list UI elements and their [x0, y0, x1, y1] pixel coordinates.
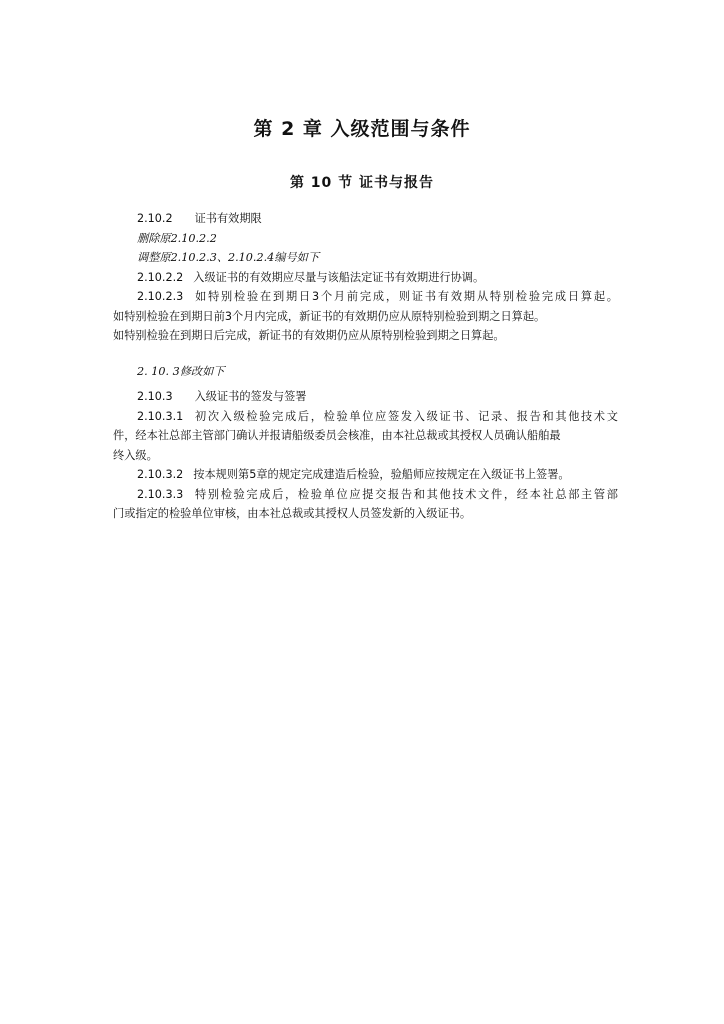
clause-2-10-2-3-line-3: 如特别检验在到期日后完成，新证书的有效期仍应从原特别检验到期之日算起。 — [113, 329, 505, 342]
clause-title: 证书有效期限 — [194, 212, 262, 225]
clause-text: 按本规则第5章的规定完成建造后检验，验船师应按规定在入级证书上签署。 — [193, 468, 570, 481]
clause-2-10-3-heading — [113, 387, 618, 407]
clause-2-10-2-3-line-2: 如特别检验在到期日前3个月内完成，新证书的有效期仍应从原特别检验到期之日算起。 — [113, 309, 546, 323]
clause-text: 如特别检验在到期日3个月前完成，则证书有效期从特别检验完成日算起。 — [193, 290, 618, 303]
clause-2-10-3-3-line-1 — [113, 485, 618, 505]
clause-number: 2.10.3.1 — [137, 409, 184, 423]
clause-2-10-3-1-line-3: 终入级。 — [113, 448, 158, 462]
note-delete: 删除原2.10.2.2 — [137, 231, 217, 245]
clause-2-10-2-heading — [113, 209, 618, 229]
clause-2-10-3-1-line-2: 件，经本社总部主管部门确认并报请船级委员会核准，由本社总裁或其授权人员确认船舶最 — [113, 429, 561, 442]
section-title: 第 10 节 证书与报告 — [289, 175, 435, 191]
document-body — [113, 209, 618, 524]
clause-number: 2.10.3.2 — [137, 468, 184, 481]
clause-number: 2.10.2.3 — [137, 290, 184, 303]
clause-number: 2.10.2.2 — [137, 270, 184, 284]
clause-text: 入级证书的有效期应尽量与该船法定证书有效期进行协调。 — [193, 270, 485, 284]
chapter-title: 第 2 章 入级范围与条件 — [253, 118, 471, 140]
clause-text: 初次入级检验完成后，检验单位应签发入级证书、记录、报告和其他技术文 — [193, 409, 618, 423]
clause-number: 2.10.3 — [137, 390, 173, 403]
clause-text: 特别检验完成后，检验单位应提交报告和其他技术文件，经本社总部主管部 — [193, 487, 618, 501]
clause-title: 入级证书的签发与签署 — [194, 390, 307, 403]
clause-2-10-3-2 — [113, 465, 618, 485]
clause-2-10-2-3-line-1 — [113, 287, 618, 307]
clause-number: 2.10.2 — [137, 212, 173, 225]
clause-number: 2.10.3.3 — [137, 487, 184, 501]
note-2-10-3: 2. 10. 3修改如下 — [137, 364, 225, 378]
note-renumber: 调整原2.10.2.3、2.10.2.4编号如下 — [137, 251, 320, 264]
clause-2-10-3-3-line-2: 门或指定的检验单位审核，由本社总裁或其授权人员签发新的入级证书。 — [113, 507, 472, 520]
clause-2-10-2-2 — [113, 268, 618, 288]
clause-2-10-3-1-line-1 — [113, 407, 618, 427]
spacer — [113, 346, 618, 362]
